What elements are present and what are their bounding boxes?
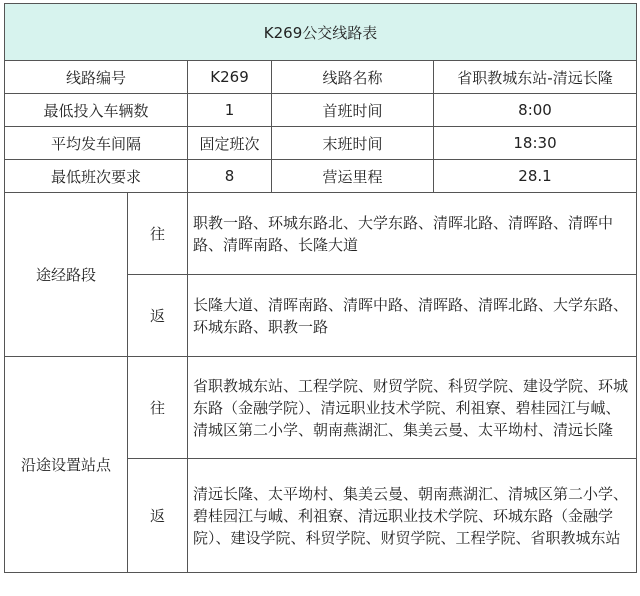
table-row bbox=[5, 61, 637, 94]
interval-label: 平均发车间隔 bbox=[5, 127, 188, 160]
route-name-label: 线路名称 bbox=[272, 61, 434, 94]
route-number-value: K269 bbox=[188, 61, 272, 94]
route-outbound-label: 往 bbox=[128, 193, 188, 275]
table-row bbox=[5, 127, 637, 160]
min-trips-label: 最低班次要求 bbox=[5, 160, 188, 193]
last-bus-label: 末班时间 bbox=[272, 127, 434, 160]
route-number-label: 线路编号 bbox=[5, 61, 188, 94]
route-return-text: 长隆大道、清晖南路、清晖中路、清晖路、清晖北路、大学东路、环城东路、职教一路 bbox=[188, 275, 637, 357]
stops-return-label: 返 bbox=[128, 459, 188, 573]
min-vehicles-value: 1 bbox=[188, 94, 272, 127]
interval-value: 固定班次 bbox=[188, 127, 272, 160]
route-return-label: 返 bbox=[128, 275, 188, 357]
stops-outbound-text: 省职教城东站、工程学院、财贸学院、科贸学院、建设学院、环城东路（金融学院）、清远职业技术学院、利祖寮、碧桂园江与峸、清城区第二小学、朝南燕湖汇、集美云曼、太平坳村、清远长隆 bbox=[188, 357, 637, 459]
table-title: K269公交线路表 bbox=[5, 4, 637, 61]
min-vehicles-label: 最低投入车辆数 bbox=[5, 94, 188, 127]
stops-outbound-label: 往 bbox=[128, 357, 188, 459]
first-bus-label: 首班时间 bbox=[272, 94, 434, 127]
table-row bbox=[5, 94, 637, 127]
route-section-label: 途经路段 bbox=[5, 193, 128, 357]
bus-route-table bbox=[4, 3, 637, 573]
last-bus-value: 18:30 bbox=[434, 127, 637, 160]
table-row bbox=[5, 193, 637, 275]
first-bus-value: 8:00 bbox=[434, 94, 637, 127]
table-row bbox=[5, 160, 637, 193]
route-outbound-text: 职教一路、环城东路北、大学东路、清晖北路、清晖路、清晖中路、清晖南路、长隆大道 bbox=[188, 193, 637, 275]
mileage-label: 营运里程 bbox=[272, 160, 434, 193]
mileage-value: 28.1 bbox=[434, 160, 637, 193]
stops-section-label: 沿途设置站点 bbox=[5, 357, 128, 573]
min-trips-value: 8 bbox=[188, 160, 272, 193]
stops-return-text: 清远长隆、太平坳村、集美云曼、朝南燕湖汇、清城区第二小学、碧桂园江与峸、利祖寮、清远职业技术学院、环城东路（金融学院）、建设学院、科贸学院、财贸学院、工程学院、省职教城东站 bbox=[188, 459, 637, 573]
route-name-value: 省职教城东站-清远长隆 bbox=[434, 61, 637, 94]
table-row bbox=[5, 357, 637, 459]
